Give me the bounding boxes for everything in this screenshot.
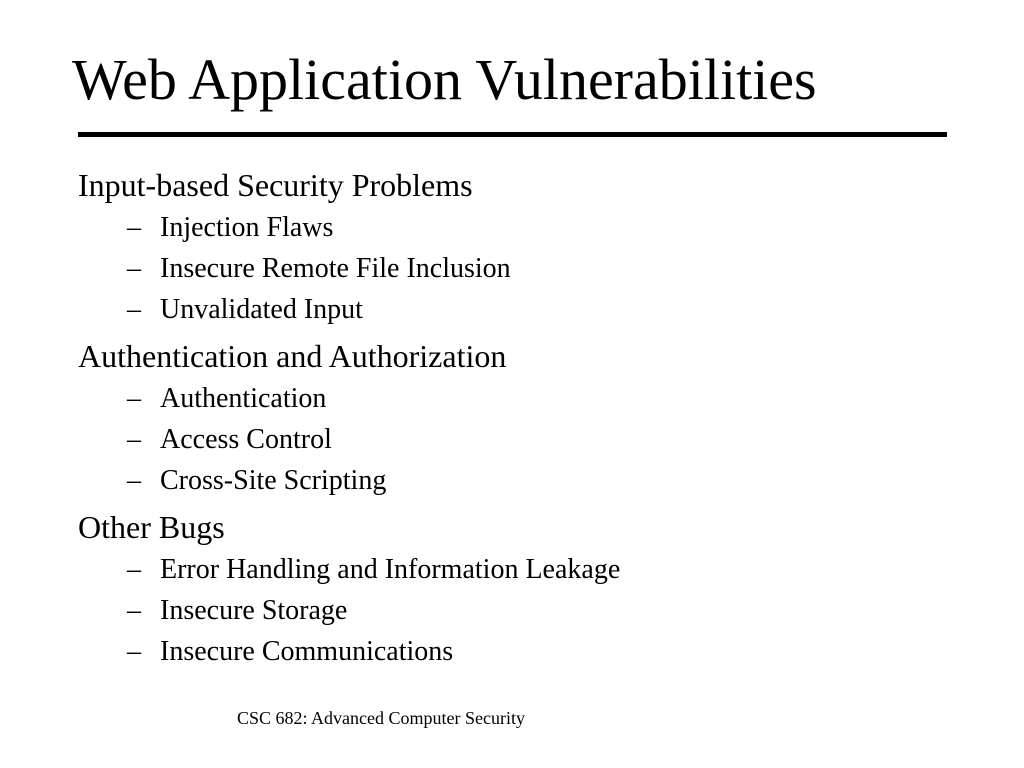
section-heading: Input-based Security Problems <box>78 167 473 203</box>
list-item <box>78 419 978 460</box>
section-authentication <box>78 334 978 501</box>
dash-bullet: – <box>127 253 141 284</box>
dash-bullet: – <box>127 294 141 325</box>
list-item <box>78 590 978 631</box>
list-item-text: Insecure Storage <box>160 595 348 626</box>
list-item-text: Cross-Site Scripting <box>160 465 387 496</box>
section-heading: Other Bugs <box>78 509 225 545</box>
dash-bullet: – <box>127 383 141 414</box>
sub-list <box>78 207 978 330</box>
slide-footer: CSC 682: Advanced Computer Security <box>237 708 525 728</box>
list-item <box>78 378 978 419</box>
slide-title: Web Application Vulnerabilities <box>72 47 817 112</box>
list-item <box>78 248 978 289</box>
list-item <box>78 631 978 672</box>
list-item-text: Authentication <box>160 383 327 414</box>
dash-bullet: – <box>127 554 141 585</box>
title-divider <box>78 132 947 137</box>
slide-body <box>78 163 978 672</box>
dash-bullet: – <box>127 424 141 455</box>
list-item <box>78 460 978 501</box>
section-other-bugs <box>78 505 978 672</box>
section-input-based <box>78 163 978 330</box>
sub-list <box>78 549 978 672</box>
list-item <box>78 207 978 248</box>
dash-bullet: – <box>127 595 141 626</box>
list-item-text: Access Control <box>160 424 332 455</box>
list-item-text: Insecure Remote File Inclusion <box>160 253 511 284</box>
list-item-text: Insecure Communications <box>160 636 454 667</box>
list-item <box>78 549 978 590</box>
dash-bullet: – <box>127 465 141 496</box>
list-item <box>78 289 978 330</box>
sub-list <box>78 378 978 501</box>
section-heading: Authentication and Authorization <box>78 338 507 374</box>
dash-bullet: – <box>127 212 141 243</box>
list-item-text: Injection Flaws <box>160 212 334 243</box>
list-item-text: Unvalidated Input <box>160 294 363 325</box>
list-item-text: Error Handling and Information Leakage <box>160 554 621 585</box>
dash-bullet: – <box>127 636 141 667</box>
